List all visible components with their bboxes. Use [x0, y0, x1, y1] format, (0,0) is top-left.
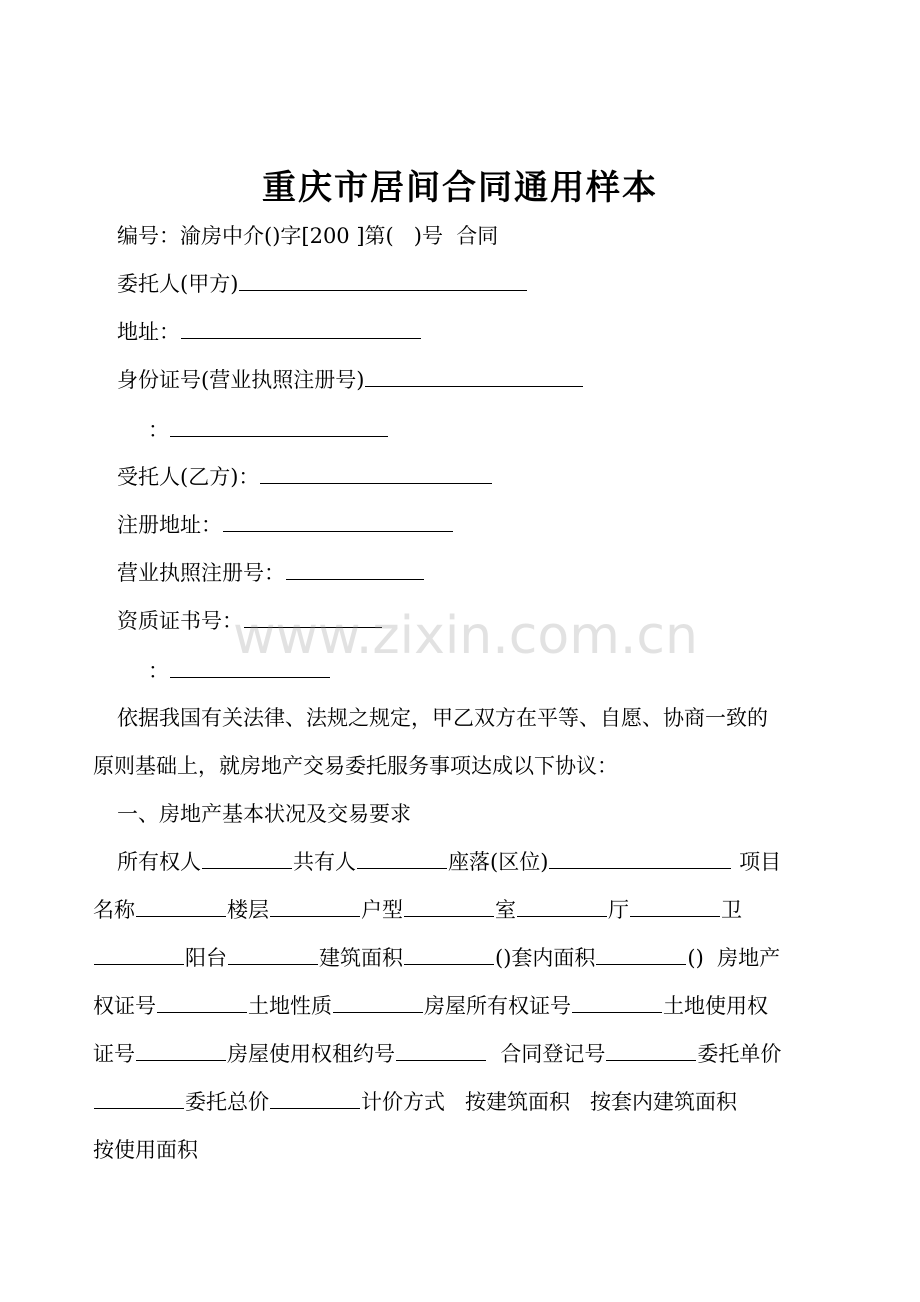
unit-price-blank[interactable]	[94, 1107, 184, 1109]
total-price-blank[interactable]	[270, 1107, 360, 1109]
house-own-cert-blank[interactable]	[572, 1011, 662, 1013]
agent-label: 受托人(乙方)：	[117, 465, 260, 489]
contract-number: 编号：渝房中介()字[200 ]第( )号 合同	[117, 224, 499, 248]
client-row	[117, 274, 528, 295]
cert-no-blank[interactable]	[157, 1011, 247, 1013]
name-blank[interactable]	[136, 915, 226, 917]
layout-blank[interactable]	[404, 915, 494, 917]
build-area-blank[interactable]	[404, 963, 494, 965]
land-cert-label: 证号	[93, 1042, 135, 1066]
s1-row-5	[93, 1044, 781, 1065]
s1-row-2	[93, 900, 742, 921]
bath-blank[interactable]	[94, 963, 184, 965]
client-label: 委托人(甲方)	[117, 272, 239, 296]
bath-label: 卫	[721, 898, 742, 922]
client-address-blank[interactable]	[181, 337, 421, 339]
client-address-label: 地址：	[117, 320, 180, 344]
inner-area-label: ()套内面积	[495, 946, 596, 970]
name-label: 名称	[93, 898, 135, 922]
agent-license-blank[interactable]	[286, 578, 424, 580]
agent-address-row	[117, 515, 454, 536]
unit-price-label: 委托单价	[697, 1042, 782, 1066]
s1-row-6	[93, 1092, 737, 1113]
agent-row	[117, 467, 493, 488]
total-price-label: 委托总价	[185, 1090, 269, 1114]
intro-line-1: 依据我国有关法律、法规之规定，甲乙双方在平等、自愿、协商一致的	[117, 706, 768, 730]
pricing-method: 计价方式 按建筑面积 按套内建筑面积	[361, 1090, 738, 1114]
land-cert-blank[interactable]	[136, 1059, 226, 1061]
location-label: 座落(区位)	[448, 850, 549, 874]
s1-row-4	[93, 996, 768, 1017]
contract-reg-blank[interactable]	[606, 1059, 696, 1061]
use-lease-blank[interactable]	[396, 1059, 486, 1061]
owner-label: 所有权人	[117, 850, 201, 874]
client-extra-label: ：	[148, 418, 169, 442]
land-nature-blank[interactable]	[333, 1011, 423, 1013]
agent-license-label: 营业执照注册号：	[117, 561, 285, 585]
watermark: www.zixin.com.cn	[233, 606, 698, 666]
hall-blank[interactable]	[630, 915, 720, 917]
co-owner-label: 共有人	[293, 850, 356, 874]
s1-row-3	[93, 948, 780, 969]
floor-blank[interactable]	[270, 915, 360, 917]
agent-cert-label: 资质证书号：	[117, 609, 243, 633]
co-owner-blank[interactable]	[357, 867, 447, 869]
build-area-label: 建筑面积	[319, 946, 403, 970]
agent-extra-blank[interactable]	[170, 676, 330, 678]
agent-extra-row	[148, 661, 331, 682]
land-use-label: 土地使用权	[663, 994, 768, 1018]
agent-extra-label: ：	[148, 659, 169, 683]
use-lease-label: 房屋使用权租约号	[227, 1042, 395, 1066]
balcony-blank[interactable]	[228, 963, 318, 965]
client-address-row	[117, 322, 422, 343]
agent-name-blank[interactable]	[260, 482, 492, 484]
agent-license-row	[117, 563, 425, 584]
s1-row-1	[117, 852, 781, 873]
project-label: 项目	[732, 850, 782, 874]
client-extra-row	[148, 420, 389, 441]
client-id-row	[117, 370, 584, 391]
location-blank[interactable]	[549, 867, 731, 869]
owner-blank[interactable]	[202, 867, 292, 869]
room-blank[interactable]	[517, 915, 607, 917]
client-name-blank[interactable]	[239, 289, 527, 291]
agent-address-label: 注册地址：	[117, 513, 222, 537]
balcony-label: 阳台	[185, 946, 227, 970]
inner-area-blank[interactable]	[596, 963, 686, 965]
hall-label: 厅	[608, 898, 629, 922]
agent-cert-row	[117, 611, 383, 632]
document-title: 重庆市居间合同通用样本	[262, 168, 658, 208]
by-use-area: 按使用面积	[93, 1138, 198, 1162]
house-property-label: () 房地产	[687, 946, 781, 970]
layout-label: 户型	[361, 898, 403, 922]
room-label: 室	[495, 898, 516, 922]
intro-line-2: 原则基础上，就房地产交易委托服务事项达成以下协议：	[93, 754, 618, 778]
client-id-blank[interactable]	[365, 385, 583, 387]
client-extra-blank[interactable]	[170, 435, 388, 437]
section1-heading: 一、房地产基本状况及交易要求	[117, 802, 411, 826]
agent-cert-blank[interactable]	[244, 626, 382, 628]
land-nature-label: 土地性质	[248, 994, 332, 1018]
house-own-cert-label: 房屋所有权证号	[424, 994, 571, 1018]
floor-label: 楼层	[227, 898, 269, 922]
client-id-label: 身份证号(营业执照注册号)	[117, 368, 365, 392]
cert-no-label: 权证号	[93, 994, 156, 1018]
contract-reg-label: 合同登记号	[487, 1042, 606, 1066]
agent-address-blank[interactable]	[223, 530, 453, 532]
